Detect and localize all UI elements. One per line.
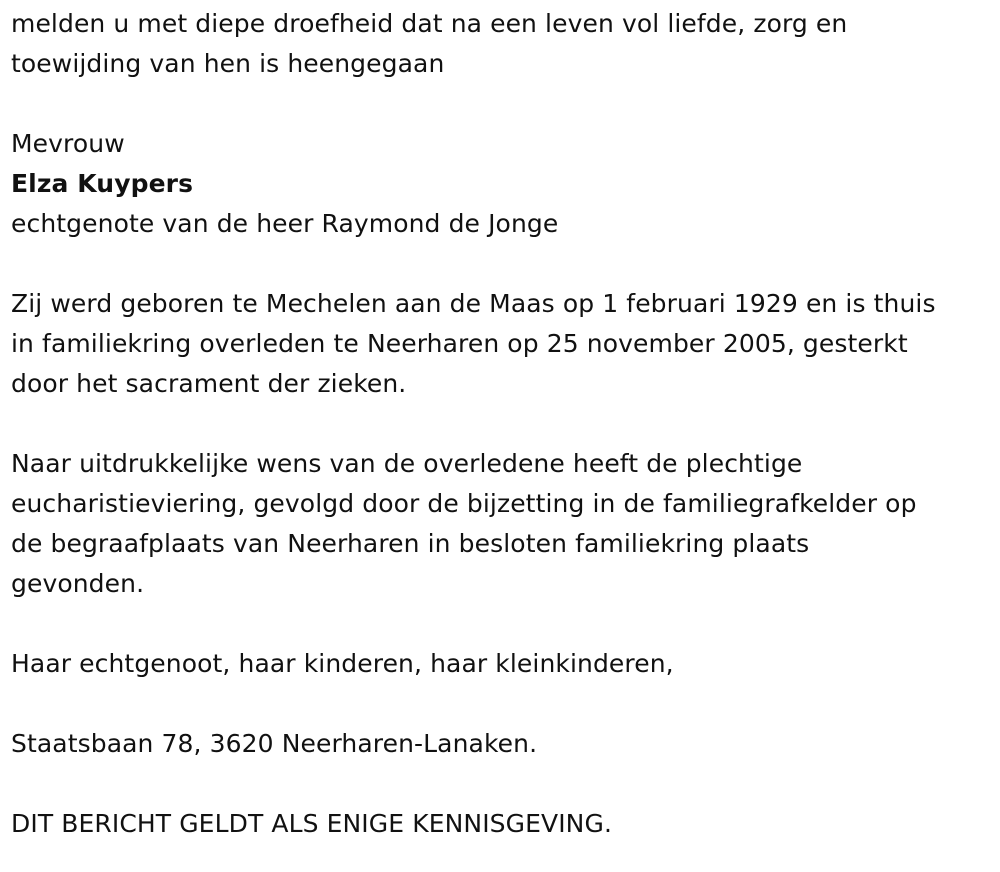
obituary-notice (11, 4, 986, 844)
spacer (11, 244, 986, 284)
closing-statement: DIT BERICHT GELDT ALS ENIGE KENNISGEVING. (11, 809, 612, 838)
spacer (11, 604, 986, 644)
address-line: Staatsbaan 78, 3620 Neerharen-Lanaken. (11, 729, 538, 758)
intro-text: melden u met diepe droefheid dat na een leven vol liefde, zorg en toewijding van hen is heengegaan (11, 9, 848, 78)
birth-death-paragraph: Zij werd geboren te Mechelen aan de Maas op 1 februari 1929 en is thuis in familiekring overleden te Neerharen op 25 november 2005, gesterkt door het sacrament der zieken. (11, 289, 936, 398)
ceremony-paragraph: Naar uitdrukkelijke wens van de overledene heeft de plechtige eucharistieviering, gevolgd door de bijzetting in de familiegrafkelder op de begraafplaats van Neerharen in besloten familiekring plaats gevonden. (11, 449, 917, 598)
spacer (11, 404, 986, 444)
family-line: Haar echtgenoot, haar kinderen, haar kleinkinderen, (11, 649, 674, 678)
spacer (11, 684, 986, 724)
spacer (11, 764, 986, 804)
spacer (11, 84, 986, 124)
deceased-name: Elza Kuypers (11, 169, 194, 198)
spouse-line: echtgenote van de heer Raymond de Jonge (11, 209, 559, 238)
honorific: Mevrouw (11, 129, 125, 158)
